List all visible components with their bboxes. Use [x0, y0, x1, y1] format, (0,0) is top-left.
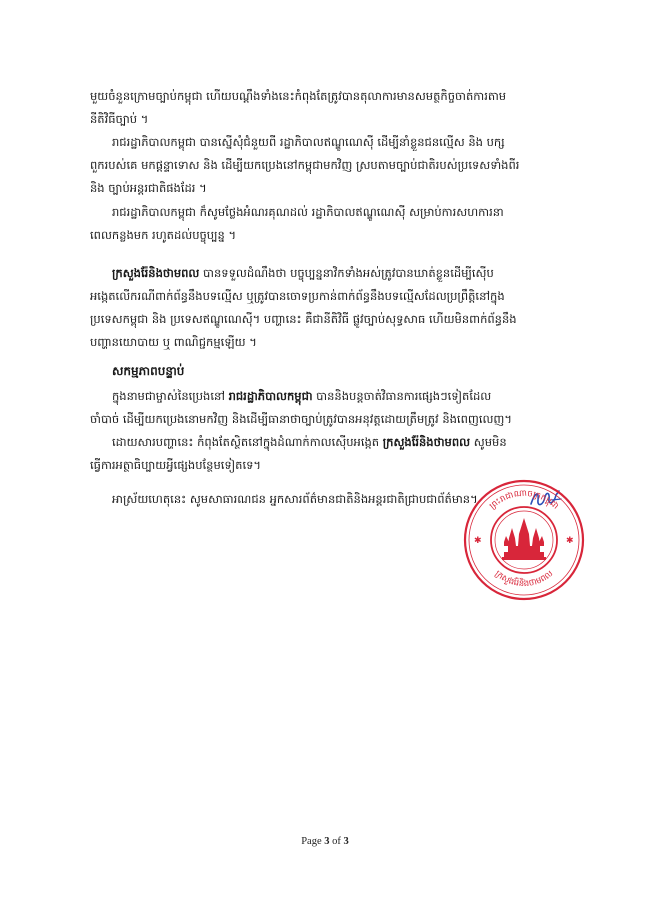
government-name-bold: រាជរដ្ឋាភិបាលកម្ពុជា — [228, 389, 313, 403]
svg-text:ក្រសួងរ៉ែនិងថាមពល — [493, 569, 556, 589]
angkor-wat-seal-icon — [462, 478, 586, 602]
paragraph-line: រាជរដ្ឋាភិបាលកម្ពុជា បានស្នើសុំជំនួយពី រដ្ឋាភិបាលឥណ្ឌូណេស៊ី ដើម្បីនាំខ្លួនជនល្មើស និង បក្ស — [112, 135, 505, 149]
svg-text:ព្រះរាជាណាចក្រកម្ពុជា — [488, 489, 561, 512]
total-pages: 3 — [343, 836, 349, 847]
paragraph-line — [90, 385, 568, 408]
paragraph-5 — [90, 385, 568, 431]
current-page: 3 — [324, 836, 330, 847]
paragraph-2 — [90, 131, 568, 200]
paragraph-line: ប្រទេសកម្ពុជា និង ប្រទេសឥណ្ឌូណេស៊ី។ បញ្ហានេះ គឺជានីតិវិធី ផ្លូវច្បាប់សុទ្ធសាធ ហើយមិនពាក់ព័ន្ធនឹង — [90, 312, 517, 326]
paragraph-line: នីតិវិធីច្បាប់ ។ — [90, 112, 149, 126]
paragraph-line: ធ្វើការអត្ថាធិប្បាយអ្វីផ្សេងបន្ថែមទៀតទេ។ — [90, 458, 261, 472]
section-heading: សកម្មភាពបន្ទាប់ — [112, 364, 185, 378]
paragraph-text: សូមមិន — [470, 435, 507, 449]
paragraph-line: មួយចំនួនក្រោមច្បាប់កម្ពុជា ហើយបណ្ដឹងទាំងនេះកំពុងតែត្រូវបានតុលាការមានសមត្ថកិច្ចចាត់ការតាម — [90, 89, 507, 103]
paragraph-4 — [90, 262, 568, 354]
paragraph-line: អាស្រ័យហេតុនេះ សូមសាធារណជន អ្នកសារព័ត៌មានជាតិនិងអន្តរជាតិជ្រាបជាព័ត៌មាន។ — [112, 492, 478, 506]
seal-top-text: ព្រះរាជាណាចក្រកម្ពុជា — [487, 488, 561, 512]
paragraph-text: ដោយសារបញ្ហានេះ កំពុងតែស្ថិតនៅក្នុងដំណាក់កាលស៊ើបអង្កេត — [112, 435, 383, 449]
ministry-name-bold: ក្រសួងរ៉ែនិងថាមពល — [112, 266, 200, 280]
paragraph-6 — [90, 431, 568, 477]
paragraph-line — [90, 431, 568, 454]
paragraph-line: អង្កេតលើករណីពាក់ព័ន្ធនឹងបទល្មើស ឬត្រូវបានចោទប្រកាន់ពាក់ព័ន្ធនឹងបទល្មើសដែលប្រព្រឹត្តិនៅក្នុង — [90, 289, 505, 303]
paragraph-line: ពួករបស់គេ មកផ្តន្ទាទោស និង ដើម្បីយកប្រេងនៅកម្ពុជាមកវិញ ស្របតាមច្បាប់ជាតិរបស់ប្រទេសទាំងពីរ — [90, 158, 520, 172]
paragraph-line: និង ច្បាប់អន្តរជាតិផងដែរ ។ — [90, 181, 207, 195]
page-number-footer — [0, 836, 650, 847]
ministry-name-bold: ក្រសួងរ៉ែនិងថាមពល — [382, 435, 471, 449]
paragraph-line: បញ្ហានយោបាយ ឬ ពាណិជ្ជកម្មឡើយ ។ — [90, 335, 257, 349]
paragraph-text: ក្នុងនាមជាម្ចាស់នៃប្រេងនៅ — [112, 389, 229, 403]
svg-text:✱: ✱ — [474, 536, 482, 546]
paragraph-line: រាជរដ្ឋាភិបាលកម្ពុជា ក៏សូមថ្លែងអំណរគុណដល់ រដ្ឋាភិបាលឥណ្ឌូណេស៊ី សម្រាប់ការសហការនា — [112, 205, 504, 219]
seal-bottom-text: ក្រសួងរ៉ែនិងថាមពល — [492, 568, 556, 590]
paragraph-line: ពេលកន្លងមក រហូតដល់បច្ចុប្បន្ន ។ — [90, 228, 237, 242]
paragraph-line: ចាំបាច់ ដើម្បីយកប្រេងនោមកវិញ និងដើម្បីធានាថាច្បាប់ត្រូវបានអនុវត្តដោយត្រឹមត្រូវ និងពេញលេញ។ — [90, 412, 512, 426]
paragraph-3 — [90, 201, 568, 247]
paragraph-text: បាននិងបន្តចាត់វិធានការផ្សេងៗទៀតដែល — [312, 389, 492, 403]
paragraph-1 — [90, 85, 568, 131]
footer-prefix: Page — [301, 836, 325, 847]
footer-separator: of — [329, 836, 344, 847]
paragraph-text: បានទទួលដំណឹងថា បច្ចុប្បន្ននាវិកទាំងអស់ត្រូវបានឃាត់ខ្លួនដើម្បីស៊ើប — [199, 266, 494, 280]
paragraph-line — [90, 262, 568, 285]
svg-text:✱: ✱ — [566, 536, 574, 546]
